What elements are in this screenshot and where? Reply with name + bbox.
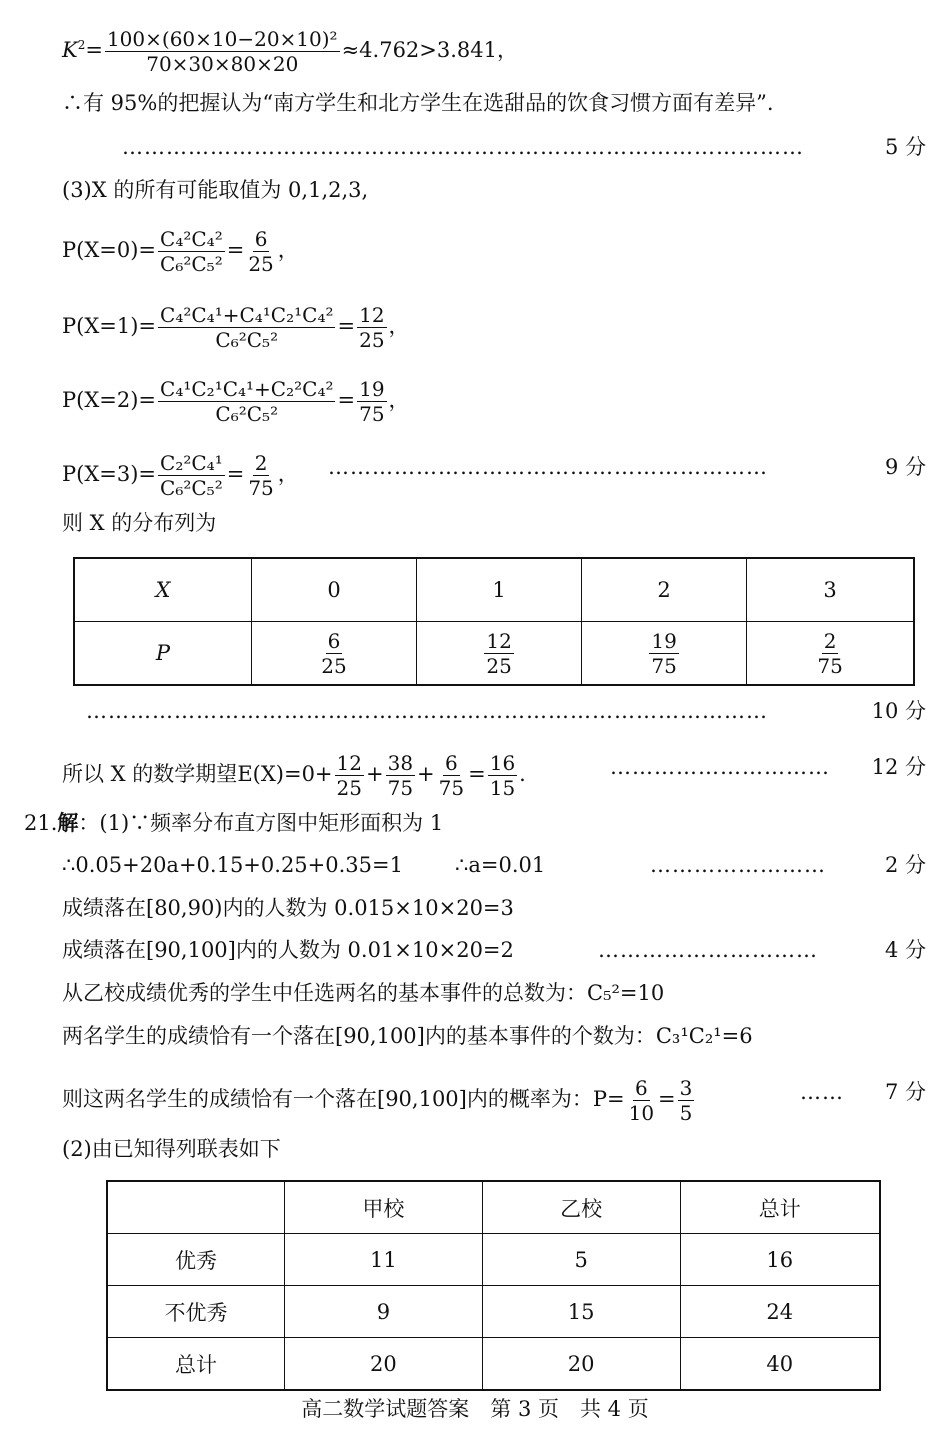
frac-den: 75	[438, 776, 465, 800]
prob-x3: P(X=3)= $\frac{\text{C₂²C₄¹}}{\text{C₆²C₅²}}$ = $\frac{2}{75}$ ，	[62, 451, 299, 500]
prob-x3-num: C₂²C₄¹	[160, 451, 223, 475]
frac-den: 25	[321, 653, 347, 678]
frac-num: 12	[336, 751, 362, 775]
expectation-line: 所以 X 的数学期望E(X)=0+ $\frac{12}{25}$ + $\frac{38}{75}$ + $\frac{6}{75}$ = $\frac{16}{15}$ .	[62, 751, 526, 800]
table-row	[107, 1181, 880, 1234]
table-cell: 20	[285, 1338, 483, 1391]
score-10: 10 分	[871, 699, 926, 723]
frac-den: 10	[628, 1101, 655, 1125]
prob-x3-den: C₆²C₅²	[160, 476, 223, 500]
q21-statement: ：(1)∵频率分布直方图中矩形面积为 1	[78, 811, 444, 835]
frac-num: 38	[387, 751, 414, 775]
prob-x0-rnum: 6	[254, 227, 268, 251]
prob-x3-rnum: 2	[254, 451, 268, 475]
prob-x2-num: C₄¹C₂¹C₄¹+C₂²C₄²	[160, 377, 334, 401]
q21-part2: (2)由已知得列联表如下	[62, 1137, 281, 1161]
contingency-table	[106, 1180, 881, 1391]
table-cell: 40	[680, 1338, 880, 1391]
table-cell	[747, 622, 914, 686]
frac-den: 75	[817, 653, 843, 678]
table-cell	[74, 622, 252, 686]
frac-num: 19	[651, 628, 677, 653]
table-header	[107, 1181, 285, 1234]
q21-equation	[62, 850, 545, 880]
frac-num: 6	[327, 628, 341, 653]
table-row	[74, 558, 914, 622]
q21-heading	[24, 808, 443, 838]
frac-num: 3	[679, 1076, 693, 1100]
score-12: 12 分	[871, 755, 926, 779]
dot-leader: …………………………………………………………………………………	[122, 135, 804, 159]
dist-intro: 则 X 的分布列为	[62, 511, 217, 535]
question-number: 21.	[24, 811, 58, 835]
prob-x0-den: C₆²C₅²	[160, 252, 223, 276]
score-7: 7 分	[884, 1080, 926, 1104]
score-4: 4 分	[884, 938, 926, 962]
q21-line7: 则这两名学生的成绩恰有一个落在[90,100]内的概率为：P= $\frac{6}{10}$ = $\frac{3}{5}$	[62, 1076, 693, 1125]
frac-den: 15	[489, 776, 516, 800]
score-9: 9 分	[884, 455, 926, 479]
frac-den: 25	[486, 653, 512, 678]
prob-x2-den: C₆²C₅²	[215, 402, 279, 426]
expectation-end: .	[519, 762, 526, 786]
prob-x2-rnum: 19	[359, 377, 385, 401]
frac-num: 16	[489, 751, 516, 775]
table-cell: 不优秀	[107, 1286, 285, 1338]
table-cell: 1	[417, 558, 582, 622]
table-cell: 16	[680, 1234, 880, 1286]
prob-x1-rden: 25	[359, 328, 385, 352]
k2-formula: $K^2=$ $\frac{\text{100×(60×10−20×10)²}}{70\times 30\times 80\times 20}$ ≈4.762>3.841，	[62, 27, 519, 76]
prob-x1-num: C₄²C₄¹+C₄¹C₂¹C₄²	[160, 303, 334, 327]
frac-num: 6	[634, 1076, 648, 1100]
dot-leader: …………………………………………………………………………………	[86, 699, 768, 723]
p-label: P	[155, 641, 171, 665]
q21-a-value: ∴a=0.01	[454, 853, 546, 877]
prob-x0-lhs: P(X=0)=	[62, 238, 157, 262]
frac-den: 75	[387, 776, 414, 800]
prob-x2-rden: 75	[359, 402, 385, 426]
prob-x3-lhs: P(X=3)=	[62, 462, 157, 486]
table-cell	[252, 622, 417, 686]
table-cell: 15	[482, 1286, 680, 1338]
distribution-table	[73, 557, 915, 686]
frac-den: 75	[651, 653, 677, 678]
page-footer: 高二数学试题答案 第 3 页 共 4 页	[301, 1397, 649, 1421]
dot-leader: …………………………	[610, 755, 830, 779]
table-cell: 5	[482, 1234, 680, 1286]
score-5: 5 分	[884, 135, 926, 159]
prob-x2: P(X=2)= $\frac{\text{C₄¹C₂¹C₄¹+C₂²C₄²}}{\text{C₆²C₅²}}$ = $\frac{19}{75}$ ，	[62, 377, 410, 426]
frac-den: 25	[336, 776, 362, 800]
table-row	[74, 622, 914, 686]
dot-leader: …………………………	[598, 938, 818, 962]
frac-num: 6	[445, 751, 458, 775]
dot-leader: ……………………………………………………	[328, 455, 768, 479]
q21-probability-text: 则这两名学生的成绩恰有一个落在[90,100]内的概率为：P=	[62, 1087, 625, 1111]
solution-label: 解	[57, 810, 79, 835]
prob-x2-lhs: P(X=2)=	[62, 388, 157, 412]
prob-x2-end: ，	[388, 388, 410, 412]
prob-x1: P(X=1)= $\frac{\text{C₄²C₄¹+C₄¹C₂¹C₄²}}{\text{C₆²C₅²}}$ = $\frac{12}{25}$ ，	[62, 303, 410, 352]
table-cell	[74, 558, 252, 622]
prob-x1-end: ，	[388, 314, 410, 338]
k2-denominator: 70×30×80×20	[146, 52, 299, 76]
k2-numerator: 100×(60×10−20×10)²	[106, 27, 338, 51]
frac-num: 12	[486, 628, 512, 653]
x-label: X	[155, 578, 171, 602]
table-cell: 总计	[107, 1338, 285, 1391]
table-cell	[582, 622, 747, 686]
dot-leader: ……………………	[650, 853, 826, 877]
table-cell: 2	[582, 558, 747, 622]
table-cell: 3	[747, 558, 914, 622]
table-header: 总计	[680, 1181, 880, 1234]
table-cell	[417, 622, 582, 686]
frac-den: 5	[679, 1101, 693, 1125]
table-cell: 优秀	[107, 1234, 285, 1286]
table-cell: 11	[285, 1234, 483, 1286]
prob-x0: P(X=0)= $\frac{\text{C₄²C₄²}}{\text{C₆²C₅²}}$ = $\frac{6}{25}$ ，	[62, 227, 299, 276]
expectation-prefix: 所以 X 的数学期望	[62, 762, 238, 786]
table-row	[107, 1338, 880, 1391]
score-2: 2 分	[884, 853, 926, 877]
prob-x1-den: C₆²C₅²	[215, 328, 279, 352]
part3-intro: (3)X 的所有可能取值为 0,1,2,3,	[62, 178, 369, 202]
prob-x0-rden: 25	[248, 252, 274, 276]
table-row	[107, 1234, 880, 1286]
q21-line4: 成绩落在[90,100]内的人数为 0.01×10×20=2	[62, 938, 514, 962]
q21-sum-equation: ∴0.05+20a+0.15+0.25+0.35=1	[62, 853, 403, 877]
prob-x1-lhs: P(X=1)=	[62, 314, 157, 338]
expectation-lhs: E(X)=0+	[237, 762, 333, 786]
table-header: 乙校	[482, 1181, 680, 1234]
prob-x0-num: C₄²C₄²	[160, 227, 223, 251]
dot-leader: ……	[800, 1080, 844, 1104]
frac-num: 2	[823, 628, 837, 653]
prob-x3-end: ，	[277, 462, 299, 486]
table-cell: 20	[482, 1338, 680, 1391]
prob-x0-end: ，	[277, 238, 299, 262]
table-header: 甲校	[285, 1181, 483, 1234]
q21-line5: 从乙校成绩优秀的学生中任选两名的基本事件的总数为：C₅²=10	[62, 981, 665, 1005]
q21-line6: 两名学生的成绩恰有一个落在[90,100]内的基本事件的个数为：C₃¹C₂¹=6	[62, 1024, 753, 1048]
table-cell: 9	[285, 1286, 483, 1338]
table-cell: 0	[252, 558, 417, 622]
k2-result: ≈4.762>3.841，	[341, 38, 519, 62]
prob-x1-rnum: 12	[359, 303, 385, 327]
q21-line3: 成绩落在[80,90)内的人数为 0.015×10×20=3	[62, 896, 514, 920]
conclusion-text: ∴有 95%的把握认为“南方学生和北方学生在选甜品的饮食习惯方面有差异”.	[62, 91, 774, 115]
table-cell: 24	[680, 1286, 880, 1338]
prob-x3-rden: 75	[248, 476, 274, 500]
table-row	[107, 1286, 880, 1338]
